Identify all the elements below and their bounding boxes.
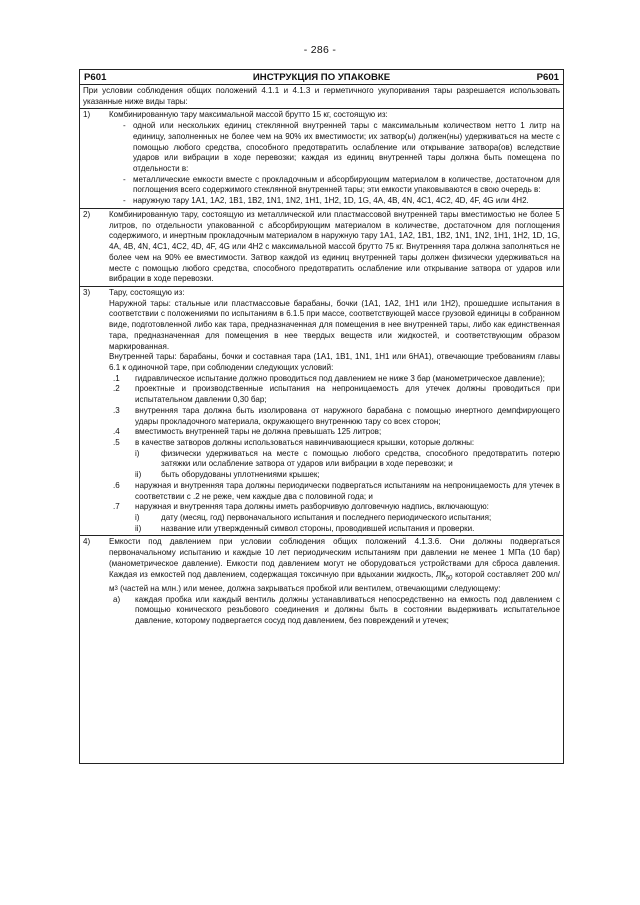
list-item-3	[83, 288, 560, 299]
sub-item	[83, 502, 560, 513]
item-number: 2)	[83, 209, 91, 219]
item-text: Комбинированную тару максимальной массой брутто 15 кг, состоящую из:	[109, 110, 388, 120]
dash-item	[109, 121, 560, 175]
sub-item	[83, 374, 560, 385]
sub-text: вместимость внутренней тары не должна превышать 125 литров;	[135, 427, 382, 437]
item-text	[109, 537, 560, 594]
sub-number: .1	[113, 373, 120, 383]
roman-number: i)	[135, 513, 140, 523]
roman-text: быть оборудованы уплотнениями крышек;	[161, 470, 320, 480]
instruction-table	[79, 69, 564, 764]
sub-number: .4	[113, 427, 120, 437]
sub-item	[83, 384, 560, 405]
roman-item	[135, 513, 560, 524]
inner-packaging-text: Внутренней тары: барабаны, бочки и составная тара (1A1, 1B1, 1N1, 1H1 или 6HA1), отвечающие требованиям главы 6.1 к одиночной таре, при соблюдении следующих условий:	[109, 352, 560, 372]
letter-item	[83, 595, 560, 627]
item-number: 4)	[83, 537, 91, 547]
sub-text: наружная и внутренняя тара должны периодически подвергаться испытаниям на непроницаемость для утечек в соответствии с .2 не реже, чем каждые два с половиной года; и	[135, 480, 560, 501]
roman-item	[135, 449, 560, 470]
item-text: Тару, состоящую из:	[109, 287, 185, 297]
sub-item	[83, 427, 560, 438]
sub-number: .5	[113, 438, 120, 447]
dash-item	[109, 175, 560, 196]
intro-paragraph: При условии соблюдения общих положений 4.1.1 и 4.1.3 и герметичного укупоривания тары разрешается использовать указанные ниже виды тары:	[83, 86, 560, 106]
sub-number: .6	[113, 480, 120, 490]
list-item-1	[83, 110, 560, 121]
lc-subscript: 50	[445, 575, 453, 582]
outer-packaging-text: Наружной тары: стальные или пластмассовые барабаны, бочки (1A1, 1A2, 1H1 или 1H2), прошедшие испытания в соответствии с положениями по испытаниям в 6.1.5 при массе, соответствующей массе грузовой единицы в собранном виде, подготовленной либо как тара, предназначенная для помещения в нее внутренней тары, либо как единственная тара, предназначенная для помещения в нее твердых веществ или жидкостей, и соответствующим образом маркированная.	[109, 298, 560, 351]
dash-marker: -	[123, 196, 126, 206]
dash-text: металлические емкости вместе с прокладочным и абсорбирующим материалом в количестве, достаточном для поглощения всего содержимого стеклянной внутренней тары; эти емкости упаковываются в свою очередь в:	[133, 174, 560, 195]
letter-text: каждая пробка или каждый вентиль должны устанавливаться непосредственно на емкость под давлением с помощью конического резьбового соединения и должны быть в состоянии выдерживать испытательное давление, которому подвергается сосуд под давлением, без повреждений и утечек;	[135, 594, 560, 626]
dash-marker: -	[123, 174, 126, 184]
letter-marker: a)	[113, 594, 121, 604]
item-text-part: (частей на млн.) или менее, должна закрываться пробкой или вентилем, отвечающими следующему:	[117, 583, 501, 593]
divider	[80, 208, 563, 209]
divider	[80, 108, 563, 109]
roman-number: ii)	[135, 523, 142, 533]
item-number: 3)	[83, 287, 91, 297]
item-text-part: которой составляет 200 мл/м	[109, 569, 560, 593]
roman-item	[135, 470, 560, 481]
roman-text: физически удерживаться на месте с помощью любого средства, способного предотвратить потерю затяжки или ослабление затвора от ударов или вибрации в ходе перевозки; и	[161, 448, 560, 469]
sub-item	[83, 438, 560, 449]
sub-item	[83, 481, 560, 502]
table-header	[80, 70, 563, 85]
sub-text: проектные и производственные испытания на непроницаемость для утечек должны проводиться при испытательном давлении 0,30 бар;	[135, 384, 560, 405]
sub-text: в качестве затворов должны использоваться навинчивающиеся крышки, которые должны:	[135, 438, 475, 447]
unit-superscript: 3	[114, 585, 118, 592]
list-item-4	[83, 537, 560, 594]
list-item-2	[83, 210, 560, 285]
roman-number: i)	[135, 448, 140, 458]
divider	[80, 286, 563, 287]
sub-text: внутренняя тара должна быть изолирована от наружного барабана с помощью инертного демпфирующего удары прокладочного материала, окружающего внутреннюю тару со всех сторон;	[135, 405, 560, 426]
roman-number: ii)	[135, 470, 142, 480]
divider	[80, 535, 563, 536]
sub-number: .7	[113, 502, 120, 512]
roman-item	[135, 524, 560, 535]
dash-item	[109, 196, 560, 207]
instruction-title: ИНСТРУКЦИЯ ПО УПАКОВКЕ	[252, 71, 391, 83]
sub-number: .3	[113, 405, 120, 415]
dash-text: одной или нескольких единиц стеклянной внутренней тары с максимальным количеством нетто 1 литр на единицу, заполненных не более чем на 90% их вместимости; их затвор(ы) должен(ны) удерживаться на месте с помощью любого средства, способного предотвратить ослабление или открывание затвора(ов) вследствие ударов или вибрации в ходе перевозки; каждая из единиц внутренней тары должна быть помещена по отдельности в:	[133, 121, 560, 174]
item-text: Комбинированную тару, состоящую из металлической или пластмассовой внутренней тары вместимостью не более 5 литров, по отдельности упакованной с абсорбирующим материалом в количестве, достаточном для поглощения содержимого, и инертным прокладочным материалом в наружную тару 1A1, 1A2, 1B1, 1B2, 1N1, 1N2, 1H1, 1H2, 1D, 1G, 4A, 4B, 4N, 4C1, 4C2, 4D, 4F, 4G или 4H2 с максимальной массой брутто 75 кг. Внутренняя тара должна заполняться не более чем на 90% ее вместимости. Затвор каждой из единиц внутренней тары должен физически удерживаться на месте с помощью любого средства, способного предотвратить ослабление или открывание затвора от ударов или вибрации в ходе перевозки.	[109, 209, 560, 284]
instruction-code-left: P601	[84, 71, 107, 83]
page-number: - 286 -	[303, 44, 337, 56]
sub-text: гидравлическое испытание должно проводиться под давлением не ниже 3 бар (манометрическое давление);	[135, 373, 545, 383]
instruction-code-right: P601	[536, 71, 559, 83]
instruction-body	[80, 85, 563, 627]
sub-item	[83, 406, 560, 427]
item-text-part: Емкости под давлением при условии соблюдения общих положений 4.1.3.6. Они должны подвергаться первоначальному испытанию и каждые 10 лет периодическим испытаниям при давлении не менее 1 МПа (10 бар) (манометрическое давление). Емкости под давлением могут не оборудоваться устройствами для сброса давления. Каждая из емкостей под давлением, содержащая токсичную при вдыхании жидкость, ЛК	[109, 537, 560, 579]
roman-text: дату (месяц, год) первоначального испытания и последнего периодического испытания;	[161, 513, 492, 523]
dash-marker: -	[123, 121, 126, 131]
sub-number: .2	[113, 384, 120, 394]
roman-text: название или утвержденный символ стороны, проводившей испытания и проверки.	[161, 523, 475, 533]
dash-text: наружную тару 1A1, 1A2, 1B1, 1B2, 1N1, 1N2, 1H1, 1H2, 1D, 1G, 4A, 4B, 4N, 4C1, 4C2, 4D, 4F, 4G или 4H2.	[133, 196, 529, 206]
item-number: 1)	[83, 110, 91, 120]
sub-text: наружная и внутренняя тара должны иметь разборчивую долговечную надпись, включающую:	[135, 502, 489, 512]
